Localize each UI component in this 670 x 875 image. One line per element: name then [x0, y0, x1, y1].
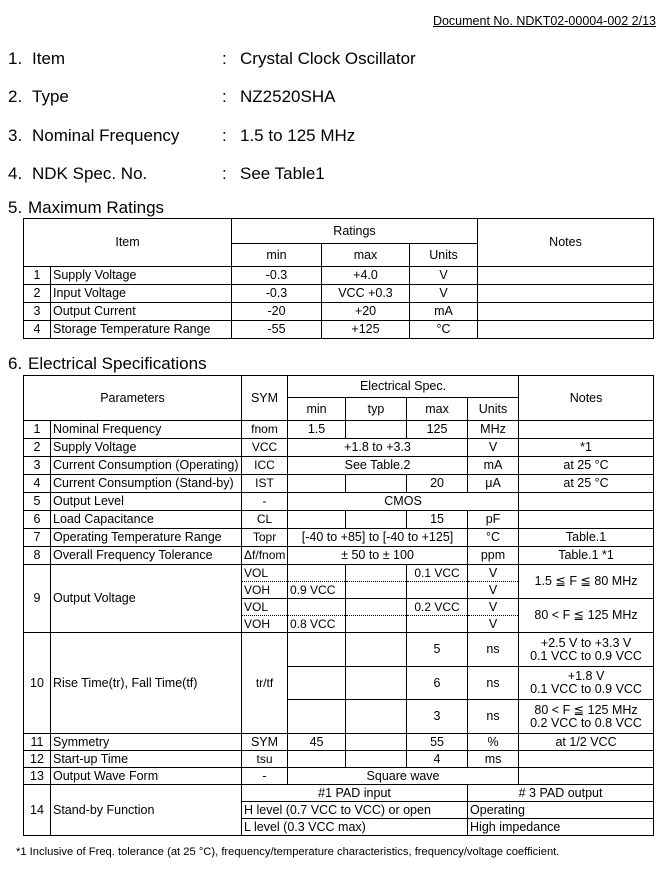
table-row: [24, 493, 654, 511]
row-notes: 1.5 ≦ F ≦ 80 MHz: [519, 565, 654, 599]
row-notes: 80 < F ≦ 125 MHz: [519, 599, 654, 633]
row-no: 8: [24, 547, 51, 565]
row-no: 2: [24, 285, 51, 303]
row-notes: Table.1: [519, 529, 654, 547]
table-row: [24, 734, 654, 751]
row-notes: [478, 285, 654, 303]
row-typ: [346, 475, 407, 493]
electrical-spec-heading: [8, 354, 207, 374]
row-no: 6: [24, 511, 51, 529]
row-no: 1: [24, 267, 51, 285]
row-max: [407, 582, 468, 599]
row-max: VCC +0.3: [322, 285, 410, 303]
item-value: 1.5 to 125 MHz: [240, 126, 356, 145]
row-max: 125: [407, 421, 468, 439]
row-sym: VOH: [242, 582, 288, 599]
row-notes: *1: [519, 439, 654, 457]
table-row: [24, 751, 654, 768]
row-item: Output Current: [51, 303, 232, 321]
row-units: ns: [468, 700, 519, 734]
section-num: 6.: [8, 354, 23, 373]
table-row: [24, 439, 654, 457]
item-num: 2.: [8, 87, 23, 106]
row-typ: [346, 751, 407, 768]
row-notes: at 25 °C: [519, 457, 654, 475]
row-units: ppm: [468, 547, 519, 565]
row-min: [288, 633, 346, 667]
row-max: +125: [322, 321, 410, 339]
row-typ: [346, 633, 407, 667]
row-param: Load Capacitance: [51, 511, 242, 529]
row-typ: [346, 616, 407, 633]
row-units: ns: [468, 633, 519, 667]
row-max: 15: [407, 511, 468, 529]
row-notes: [478, 303, 654, 321]
row-units: mA: [468, 457, 519, 475]
header-parameters: Parameters: [24, 376, 242, 421]
l-level-output: High impedance: [468, 819, 654, 836]
row-units: ms: [468, 751, 519, 768]
row-units: °C: [468, 529, 519, 547]
nominal-frequency-row: [8, 125, 356, 147]
row-units: pF: [468, 511, 519, 529]
row-notes: [478, 321, 654, 339]
row-notes: [519, 751, 654, 768]
note-line: 0.1 VCC to 0.9 VCC: [530, 682, 642, 696]
table-row: [24, 565, 654, 582]
row-min: [288, 700, 346, 734]
table-row: [24, 267, 654, 285]
row-units: mA: [410, 303, 478, 321]
row-param: Start-up Time: [51, 751, 242, 768]
row-min: [288, 599, 346, 616]
row-units: %: [468, 734, 519, 751]
row-param: Output Wave Form: [51, 768, 242, 785]
row-max: 0.1 VCC: [407, 565, 468, 582]
note-line: 80 < F ≦ 125 MHz: [534, 702, 638, 717]
item-value: See Table1: [240, 164, 325, 183]
row-no: 13: [24, 768, 51, 785]
footnote: *1 Inclusive of Freq. tolerance (at 25 °C), frequency/temperature characteristics, frequency/voltage coefficient.: [16, 846, 560, 858]
row-units: °C: [410, 321, 478, 339]
table-row: [24, 768, 654, 785]
item-value: NZ2520SHA: [240, 87, 336, 106]
row-no: 10: [24, 633, 51, 734]
row-max: 4: [407, 751, 468, 768]
row-sym: tr/tf: [242, 633, 288, 734]
h-level-output: Operating: [468, 802, 654, 819]
item-num: 1.: [8, 49, 23, 68]
table-row: [24, 285, 654, 303]
row-sym: -: [242, 493, 288, 511]
header-units: Units: [468, 398, 519, 421]
row-spec-span: See Table.2: [288, 457, 468, 475]
row-param: Overall Frequency Tolerance: [51, 547, 242, 565]
row-param: Nominal Frequency: [51, 421, 242, 439]
row-min: -0.3: [232, 285, 322, 303]
item-num: 4.: [8, 164, 23, 183]
row-units: V: [468, 565, 519, 582]
row-min: -20: [232, 303, 322, 321]
item-colon: :: [222, 164, 227, 183]
row-param: Supply Voltage: [51, 439, 242, 457]
row-sym: fnom: [242, 421, 288, 439]
row-max: 55: [407, 734, 468, 751]
row-sym: -: [242, 768, 288, 785]
row-max: [407, 616, 468, 633]
item-label: NDK Spec. No.: [32, 164, 148, 183]
row-sym: VCC: [242, 439, 288, 457]
row-min: -55: [232, 321, 322, 339]
row-notes: [519, 700, 654, 734]
row-notes: [519, 633, 654, 667]
row-spec-span: +1.8 to +3.3: [288, 439, 468, 457]
row-typ: [346, 511, 407, 529]
header-max: max: [322, 244, 410, 267]
table-row: [24, 511, 654, 529]
row-units: V: [468, 616, 519, 633]
section-title: Electrical Specifications: [28, 354, 207, 373]
table-row: [24, 475, 654, 493]
row-notes: [519, 421, 654, 439]
row-min: [288, 565, 346, 582]
row-sym: VOL: [242, 599, 288, 616]
l-level: L level (0.3 VCC max): [242, 819, 468, 836]
item-label: Type: [32, 87, 69, 106]
row-spec-span: [-40 to +85] to [-40 to +125]: [288, 529, 468, 547]
row-units: μA: [468, 475, 519, 493]
item-colon: :: [222, 87, 227, 106]
header-electrical-spec: Electrical Spec.: [288, 376, 519, 398]
row-item: Supply Voltage: [51, 267, 232, 285]
row-max: 0.2 VCC: [407, 599, 468, 616]
header-typ: typ: [346, 398, 407, 421]
row-max: +20: [322, 303, 410, 321]
row-param: Current Consumption (Operating): [51, 457, 242, 475]
item-label: Item: [32, 49, 66, 68]
row-notes: [519, 667, 654, 700]
row-notes: [478, 267, 654, 285]
row-no: 14: [24, 785, 51, 836]
item-colon: :: [222, 49, 227, 68]
row-typ: [346, 421, 407, 439]
row-units: MHz: [468, 421, 519, 439]
row-no: 12: [24, 751, 51, 768]
table-row: [24, 529, 654, 547]
row-notes: Table.1 *1: [519, 547, 654, 565]
row-sym: tsu: [242, 751, 288, 768]
row-sym: SYM: [242, 734, 288, 751]
row-spec-span: ± 50 to ± 100: [288, 547, 468, 565]
type-row: [8, 86, 336, 108]
row-units: V: [468, 599, 519, 616]
document-number: Document No. NDKT02-00004-002 2/13: [432, 14, 656, 28]
row-param: Stand-by Function: [51, 785, 242, 836]
row-typ: [346, 734, 407, 751]
row-notes: [519, 493, 654, 511]
table-row: [24, 633, 654, 667]
max-ratings-heading: [8, 198, 164, 218]
header-notes: Notes: [478, 219, 654, 267]
row-units: V: [468, 439, 519, 457]
spec-no-row: [8, 163, 325, 185]
row-min: 1.5: [288, 421, 346, 439]
table-row: [24, 321, 654, 339]
h-level: H level (0.7 VCC to VCC) or open: [242, 802, 468, 819]
section-num: 5.: [8, 198, 23, 217]
section-title: Maximum Ratings: [28, 198, 165, 217]
row-max: 6: [407, 667, 468, 700]
row-max: +4.0: [322, 267, 410, 285]
note-line: +2.5 V to +3.3 V: [540, 635, 632, 650]
header-ratings: Ratings: [232, 219, 478, 244]
row-notes: [519, 511, 654, 529]
row-min: 0.9 VCC: [288, 582, 346, 599]
header-sym: SYM: [242, 376, 288, 421]
note-line: +1.8 V: [567, 669, 605, 683]
item-value: Crystal Clock Oscillator: [240, 49, 416, 68]
row-no: 2: [24, 439, 51, 457]
row-notes: [519, 768, 654, 785]
row-sym: ICC: [242, 457, 288, 475]
header-min: min: [232, 244, 322, 267]
row-min: 45: [288, 734, 346, 751]
row-max: 5: [407, 633, 468, 667]
item-colon: :: [222, 126, 227, 145]
header-notes: Notes: [519, 376, 654, 421]
row-no: 3: [24, 303, 51, 321]
row-no: 4: [24, 321, 51, 339]
row-typ: [346, 700, 407, 734]
row-min: [288, 751, 346, 768]
row-units: ns: [468, 667, 519, 700]
row-spec-span: Square wave: [288, 768, 519, 785]
row-notes: at 25 °C: [519, 475, 654, 493]
row-sym: VOH: [242, 616, 288, 633]
row-typ: [346, 599, 407, 616]
row-notes: at 1/2 VCC: [519, 734, 654, 751]
table-row: [24, 457, 654, 475]
row-param: Current Consumption (Stand-by): [51, 475, 242, 493]
item-row: [8, 48, 416, 70]
row-min: [288, 475, 346, 493]
row-no: 7: [24, 529, 51, 547]
table-row: [24, 785, 654, 802]
row-typ: [346, 667, 407, 700]
row-min: [288, 511, 346, 529]
row-units: V: [468, 582, 519, 599]
row-item: Storage Temperature Range: [51, 321, 232, 339]
row-sym: Topr: [242, 529, 288, 547]
row-no: 9: [24, 565, 51, 633]
row-sym: VOL: [242, 565, 288, 582]
header-min: min: [288, 398, 346, 421]
row-units: V: [410, 267, 478, 285]
row-no: 4: [24, 475, 51, 493]
row-no: 1: [24, 421, 51, 439]
row-item: Input Voltage: [51, 285, 232, 303]
row-param: Output Level: [51, 493, 242, 511]
table-row: [24, 547, 654, 565]
row-max: 3: [407, 700, 468, 734]
row-max: 20: [407, 475, 468, 493]
table-row: [24, 303, 654, 321]
row-min: -0.3: [232, 267, 322, 285]
row-spec-span: CMOS: [288, 493, 519, 511]
item-label: Nominal Frequency: [32, 126, 180, 145]
row-param: Operating Temperature Range: [51, 529, 242, 547]
header-units: Units: [410, 244, 478, 267]
pad1-header: #1 PAD input: [242, 785, 468, 802]
electrical-spec-table: [23, 375, 654, 836]
row-param: Rise Time(tr), Fall Time(tf): [51, 633, 242, 734]
note-line: 0.1 VCC to 0.9 VCC: [530, 648, 642, 663]
note-line: 0.2 VCC to 0.8 VCC: [530, 715, 642, 730]
item-num: 3.: [8, 126, 23, 145]
header-max: max: [407, 398, 468, 421]
row-sym: IST: [242, 475, 288, 493]
row-param: Output Voltage: [51, 565, 242, 633]
row-sym: CL: [242, 511, 288, 529]
row-typ: [346, 582, 407, 599]
row-no: 3: [24, 457, 51, 475]
row-no: 11: [24, 734, 51, 751]
pad3-header: # 3 PAD output: [468, 785, 654, 802]
row-typ: [346, 565, 407, 582]
row-param: Symmetry: [51, 734, 242, 751]
row-min: [288, 667, 346, 700]
header-item: Item: [24, 219, 232, 267]
row-no: 5: [24, 493, 51, 511]
row-units: V: [410, 285, 478, 303]
row-sym: Δf/fnom: [242, 547, 288, 565]
table-row: [24, 421, 654, 439]
max-ratings-table: [23, 218, 654, 339]
row-min: 0.8 VCC: [288, 616, 346, 633]
